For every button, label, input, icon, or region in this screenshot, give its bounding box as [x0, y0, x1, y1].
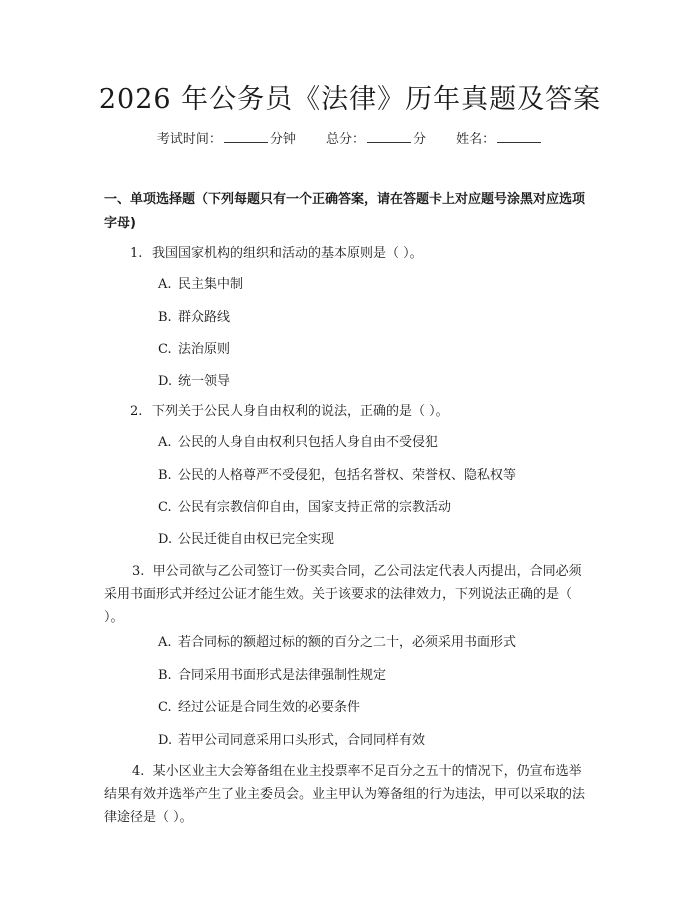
question-text: 我国国家机构的组织和活动的基本原则是（ ）。: [152, 246, 423, 261]
question-1-stem: [130, 242, 423, 265]
option-letter: B.: [158, 468, 172, 483]
question-2-option-a: [158, 433, 438, 453]
question-number: 1.: [130, 246, 143, 261]
question-1-option-d: [158, 372, 230, 392]
question-2-option-d: [158, 530, 334, 550]
option-text: 统一领导: [178, 374, 231, 389]
option-letter: A.: [158, 435, 172, 450]
question-2-stem: [130, 400, 449, 423]
option-text: 公民的人格尊严不受侵犯，包括名誉权、荣誉权、隐私权等: [178, 468, 517, 483]
option-letter: D.: [158, 733, 173, 748]
option-letter: C.: [158, 342, 172, 357]
question-number: 2.: [130, 404, 143, 419]
question-1-option-c: [158, 340, 230, 360]
total-score-field: [326, 132, 430, 147]
option-letter: D.: [158, 532, 173, 547]
question-3-option-c: [158, 698, 360, 718]
question-3-option-a: [158, 633, 516, 653]
question-3-option-d: [158, 731, 425, 751]
option-text: 若合同标的额超过标的额的百分之二十，必须采用书面形式: [178, 635, 517, 650]
option-letter: C.: [158, 700, 172, 715]
question-number: 3.: [132, 564, 145, 579]
question-2-option-c: [158, 498, 451, 518]
question-3-stem: [104, 560, 594, 629]
option-text: 经过公证是合同生效的必要条件: [178, 700, 361, 715]
option-text: 若甲公司同意采用口头形式，合同同样有效: [178, 733, 426, 748]
question-text: 下列关于公民人身自由权利的说法，正确的是（ ）。: [152, 404, 449, 419]
name-blank: [497, 130, 541, 143]
question-1-option-b: [158, 308, 230, 328]
question-number: 4.: [132, 764, 145, 779]
option-text: 公民迁徙自由权已完全实现: [178, 532, 335, 547]
exam-info-line: [0, 130, 700, 150]
question-2-option-b: [158, 466, 516, 486]
question-1-option-a: [158, 275, 243, 295]
question-text: 甲公司欲与乙公司签订一份买卖合同，乙公司法定代表人丙提出，合同必须采用书面形式并经过公证才能生效。关于该要求的法律效力，下列说法正确的是（ ）。: [104, 564, 582, 625]
total-score-unit: 分: [413, 132, 427, 147]
option-letter: A.: [158, 277, 172, 292]
name-field: [456, 132, 543, 147]
option-letter: B.: [158, 668, 172, 683]
exam-time-unit: 分钟: [269, 132, 296, 147]
option-text: 公民的人身自由权利只包括人身自由不受侵犯: [178, 435, 439, 450]
exam-time-field: [157, 132, 300, 147]
option-letter: B.: [158, 310, 172, 325]
section-heading: 一、单项选择题（下列每题只有一个正确答案，请在答题卡上对应题号涂黑对应选项字母): [104, 192, 586, 231]
page-title: 2026 年公务员《法律》历年真题及答案: [98, 84, 602, 115]
option-letter: C.: [158, 500, 172, 515]
question-4-stem: [104, 760, 594, 829]
option-letter: D.: [158, 374, 173, 389]
exam-time-blank: [224, 130, 268, 143]
option-text: 合同采用书面形式是法律强制性规定: [178, 668, 387, 683]
option-text: 民主集中制: [178, 277, 244, 292]
question-3-option-b: [158, 666, 386, 686]
option-text: 法治原则: [178, 342, 231, 357]
total-score-blank: [367, 130, 411, 143]
option-text: 群众路线: [178, 310, 231, 325]
question-text: 某小区业主大会筹备组在业主投票率不足百分之五十的情况下，仍宣布选举结果有效并选举产生了业主委员会。业主甲认为筹备组的行为违法，甲可以采取的法律途径是（ ）。: [104, 764, 586, 825]
name-label: 姓名：: [456, 132, 496, 147]
total-score-label: 总分：: [325, 132, 365, 147]
exam-time-label: 考试时间：: [156, 132, 222, 147]
option-letter: A.: [158, 635, 172, 650]
option-text: 公民有宗教信仰自由，国家支持正常的宗教活动: [178, 500, 452, 515]
